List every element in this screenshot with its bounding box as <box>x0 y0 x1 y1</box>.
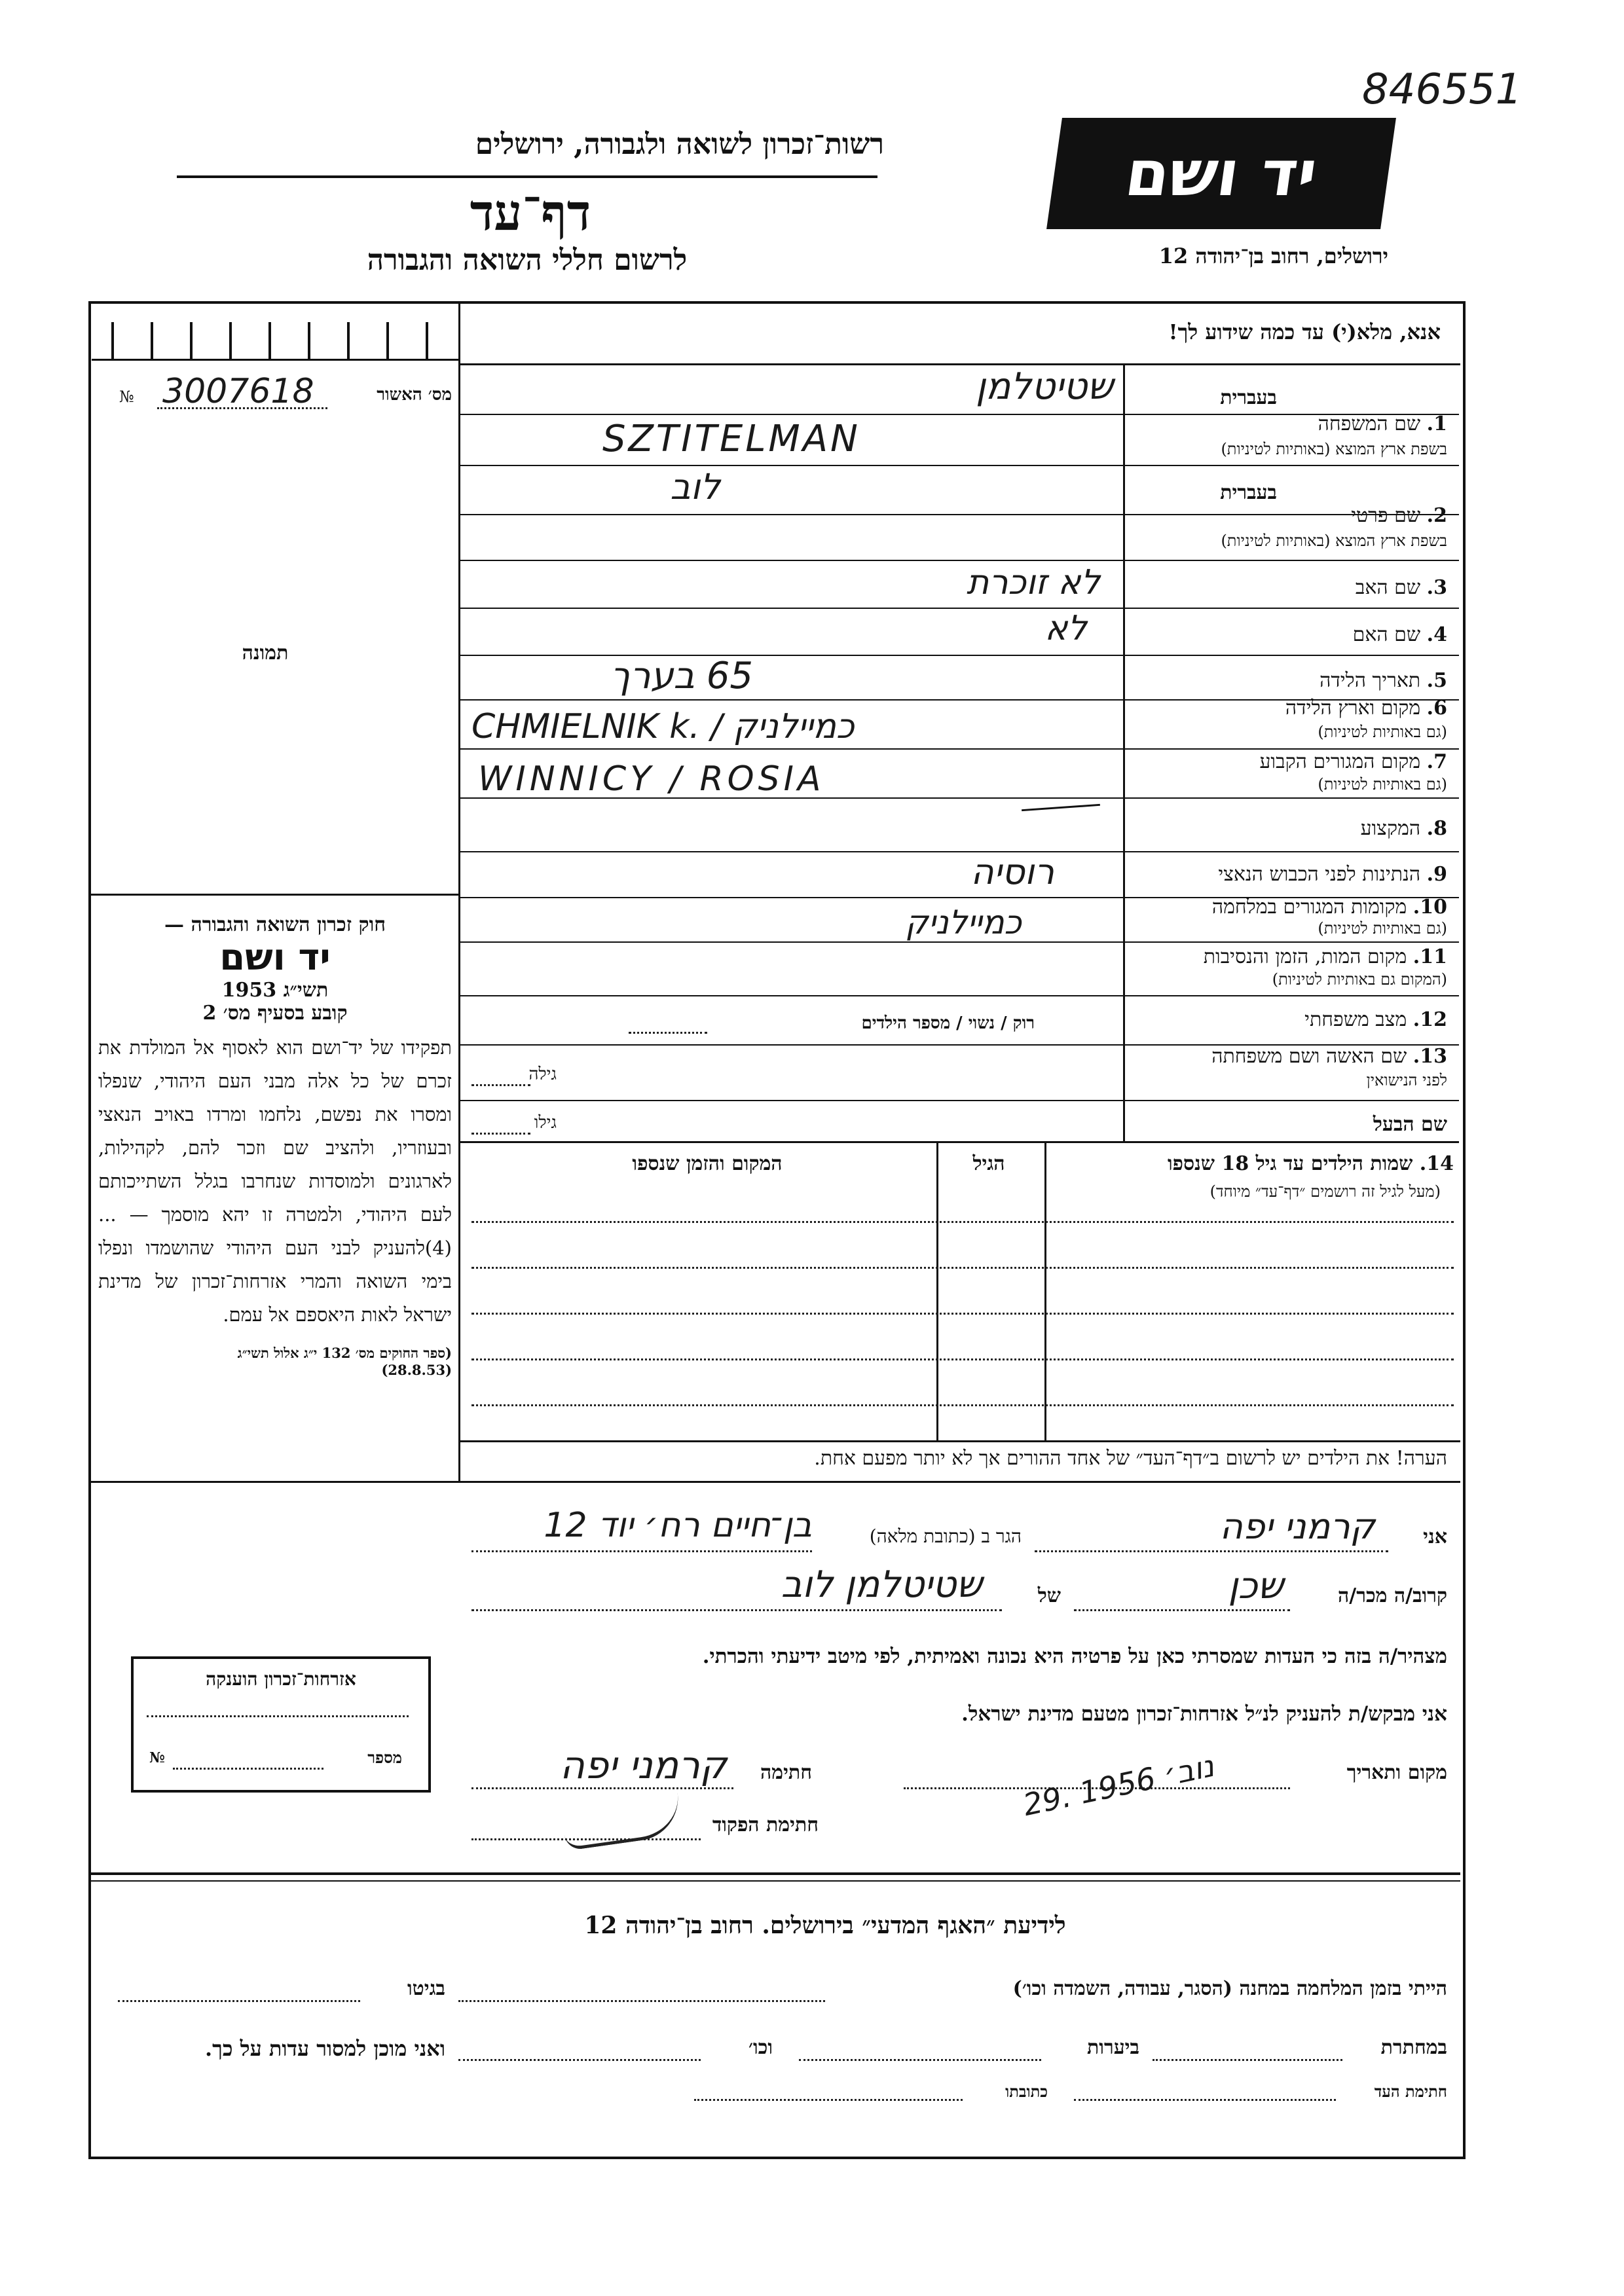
husband-label: שם הבעל <box>1373 1113 1447 1136</box>
citizenship-no-sign: № <box>149 1749 165 1766</box>
footer-etc-dots <box>458 2059 701 2061</box>
field-label: המקצוע <box>1360 817 1421 840</box>
wife-age-line <box>471 1084 530 1086</box>
note-divider <box>458 1481 1460 1483</box>
field-6-value: CHMIELNIK k. / כמיילניק <box>471 707 855 746</box>
decl-resides-label: הגר ב (כתובת מלאה) <box>869 1525 1022 1547</box>
field-label: שם פרטי <box>1351 504 1421 527</box>
field-13-sub: לפני הנישואין <box>1366 1071 1447 1089</box>
children-bottom-line <box>458 1440 1460 1442</box>
intro-text: אנא, מלא(י) עד כמה שידוע לך! <box>1168 319 1441 344</box>
field-1-value-latin: SZTITELMAN <box>602 418 860 460</box>
field-number: 6. <box>1426 697 1447 720</box>
field-10-sub: (גם באותיות לטיניות) <box>1318 919 1447 938</box>
field-8-label <box>1218 817 1447 840</box>
children-row-line <box>471 1358 1454 1360</box>
approval-label: מס׳ האשור <box>377 385 452 405</box>
field-7-label <box>1218 750 1447 773</box>
field-1-label <box>1218 412 1447 435</box>
field-7-sub: (גם באותיות לטיניות) <box>1318 775 1447 793</box>
field-12-label <box>1218 1008 1447 1031</box>
decl-signature-line <box>471 1787 733 1789</box>
children-place-header: המקום והזמן שנספו <box>632 1152 783 1175</box>
field-6-sub: (גם באותיות לטיניות) <box>1318 723 1447 741</box>
field-5-value: 65 בערך <box>610 655 753 697</box>
field-number: 3. <box>1426 576 1447 599</box>
decl-of-label: של <box>1037 1584 1061 1607</box>
field-2-value-heb: לוב <box>670 466 720 507</box>
field-number: 2. <box>1426 504 1447 527</box>
field-number: 12. <box>1412 1008 1447 1031</box>
decl-i-label: אני <box>1423 1525 1447 1548</box>
citizenship-line <box>147 1715 409 1717</box>
citizenship-number-line <box>173 1768 323 1770</box>
field-7-value: WINNICY / ROSIA <box>478 759 825 799</box>
field-label: שם האשה ושם משפחתה <box>1211 1045 1407 1068</box>
archive-number: 846551 <box>1362 65 1522 114</box>
logo-text: יד ושם <box>1120 137 1322 210</box>
field-2-label <box>1218 504 1447 527</box>
field-number: 1. <box>1426 412 1447 435</box>
field-9-label <box>1153 863 1447 886</box>
field-label: שם האב <box>1355 576 1421 599</box>
tick-mark <box>426 322 428 360</box>
children-age-header: הגיל <box>972 1152 1005 1175</box>
tick-mark <box>308 322 310 360</box>
field-label: מקום המגורים הקבוע <box>1259 750 1421 773</box>
field-1-value-heb: שטיטלמן <box>976 365 1113 408</box>
footer-witness-dots <box>1074 2099 1336 2101</box>
children-row-line <box>471 1313 1454 1315</box>
children-label: 14. שמות הילדים עד גיל 18 שנספו <box>1167 1152 1454 1175</box>
field-9-value: רוסיה <box>970 851 1054 892</box>
field-label: הנתינות לפני הכבוש הנאצי <box>1218 863 1421 886</box>
field-number: 7. <box>1426 750 1447 773</box>
heb-tag: בעברית <box>1220 481 1277 504</box>
decl-address-value: בן־חיים רח׳ יוד 12 <box>544 1506 812 1545</box>
tick-mark <box>111 322 114 360</box>
header-address: ירושלים, רחוב בן־יהודה 12 <box>1158 244 1388 268</box>
field-10-label <box>1153 896 1447 919</box>
decl-of-value: שטיטלמן לוב <box>781 1563 982 1606</box>
children-sub: (מעל לגיל זה רושמים ״דף־עד״ מיוחד) <box>1209 1182 1441 1201</box>
footer-title: לידיעת ״האגף המדעי״ בירושלים. רחוב בן־יהודה 12 <box>584 1912 1066 1939</box>
children-row-line <box>471 1404 1454 1406</box>
field-number: 8. <box>1426 817 1447 840</box>
field-label: מקום המות, הזמן והנסיבות <box>1203 945 1407 968</box>
decl-stamp-date: 29. נוב׳ 1956 <box>1020 1747 1217 1823</box>
field-11-sub: (המקום גם באותיות לטיניות) <box>1272 970 1447 989</box>
field-number: 4. <box>1426 623 1447 646</box>
field-label: תאריך הלידה <box>1320 669 1421 692</box>
footer-etc-label: וכו׳ <box>748 2036 773 2059</box>
decl-i-value: קרמני יפה <box>1219 1506 1375 1547</box>
decl-place-date-label: מקום ותאריך <box>1346 1761 1447 1784</box>
tick-mark <box>386 322 389 360</box>
field-number: 9. <box>1426 863 1447 886</box>
law-clause: קובע בסעיף מס׳ 2 <box>202 1002 348 1025</box>
approval-value: 3007618 <box>162 372 314 411</box>
footer-ghetto-label: בגיטו <box>407 1977 445 2000</box>
field-11-label <box>1139 945 1447 968</box>
approval-no-sign: № <box>119 388 134 406</box>
wife-age-label: גילה <box>528 1065 557 1084</box>
decl-i-line <box>1035 1550 1388 1552</box>
law-source: (ספר החוקים מס׳ 132 י״ג אלול תשי״ג (28.8.53) <box>237 1345 452 1378</box>
tick-mark <box>151 322 153 360</box>
footer-address-label: כתובתו <box>1005 2082 1048 2101</box>
label-column-divider <box>1123 365 1125 1141</box>
marital-options: רוק / נשוי / מספר הילדים <box>861 1013 1035 1033</box>
row-line <box>460 1100 1459 1101</box>
decl-officer-label: חתימת הפקוד <box>712 1813 819 1836</box>
field-1-sub: בשפת ארץ המוצא (באותיות לטיניות) <box>1221 440 1447 458</box>
citizenship-title: אזרחות־זכרון הוענקה <box>206 1668 356 1690</box>
form-title: דף־עד <box>470 183 591 242</box>
field-6-label <box>1218 697 1447 720</box>
footer-divider <box>90 1872 1460 1875</box>
decl-request: אני מבקש/ת להעניק לנ״ל אזרחות־זכרון מטעם מדינת ישראל. <box>961 1702 1447 1726</box>
tick-baseline <box>92 359 458 361</box>
footer-ghetto-dots <box>118 2000 360 2002</box>
tick-mark <box>347 322 350 360</box>
field-10-value: כמיילניק <box>905 903 1022 941</box>
heb-tag: בעברית <box>1220 386 1277 409</box>
children-col-divider <box>1044 1142 1046 1440</box>
row-line <box>460 748 1459 750</box>
field-2-sub: בשפת ארץ המוצא (באותיות לטיניות) <box>1221 532 1447 550</box>
field-number: 10. <box>1412 896 1447 919</box>
yad-vashem-logo <box>1046 118 1396 229</box>
citizenship-box <box>131 1656 431 1793</box>
decl-signature-label: חתימה <box>760 1761 812 1784</box>
footer-camp-line: הייתי בזמן המלחמה במחנה (הסגר, עבודה, השמדה וכו׳) <box>1012 1977 1447 2000</box>
note-text: הערה! את הילדים יש לרשום ב״דף־העד״ של אחד ההורים אך לא יותר מפעם אחת. <box>814 1447 1447 1470</box>
children-row-line <box>471 1221 1454 1223</box>
children-count-line <box>629 1032 707 1034</box>
authority-underline <box>177 175 877 178</box>
husband-age-label: גילו <box>534 1113 557 1133</box>
row-line <box>460 995 1459 996</box>
footer-underground-label: במחתרת <box>1380 2036 1447 2059</box>
field-label: מקומות המגורים במלחמה <box>1211 896 1407 919</box>
footer-address-dots <box>694 2099 963 2101</box>
decl-address-line <box>471 1550 812 1552</box>
decl-relation-line <box>1074 1609 1290 1611</box>
row-line <box>460 941 1459 943</box>
tick-mark <box>190 322 193 360</box>
children-row-line <box>471 1267 1454 1269</box>
field-number: 11. <box>1412 945 1447 968</box>
field-label: שם האם <box>1352 623 1421 646</box>
field-number: 13. <box>1412 1045 1447 1068</box>
photo-label: תמונה <box>242 642 289 665</box>
footer-divider-2 <box>90 1880 1460 1882</box>
field-label: מקום וארץ הלידה <box>1285 697 1421 720</box>
row-line <box>460 1141 1459 1143</box>
decl-signature-value: קרמני יפה <box>560 1743 727 1787</box>
law-box <box>98 913 452 1378</box>
tick-mark <box>229 322 232 360</box>
left-column-divider <box>458 302 460 1481</box>
law-text: תפקידו של יד־ושם הוא לאסוף אל המולדת את זכרם של כל אלה מבני העם היהודי, שנפלו ומסרו את נפשם, נלחמו ומרדו באויב הנאצי ובעוזריו, ולהציב שם וזכר להם, לקהילות, לארגונים ולמוסדות שנחרבו בגלל השתייכותם לעם היהודי, ולמטרה זו יהא מוסמך — ...(4)להעניק לבני העם היהודי שהושמדו ונפלו בימי השואה והמרי אזרחות־זכרון של מדינת ישראל לאות היאספם אל עמם. <box>98 1036 452 1326</box>
field-4-label <box>1218 623 1447 646</box>
husband-age-line <box>471 1133 530 1135</box>
footer-camp-dots <box>458 2000 825 2002</box>
children-col-divider <box>936 1142 938 1440</box>
decl-statement: מצהיר/ה בזה כי העדות שמסרתי כאן על פרטיה היא נכונה ואמיתית, לפי מיטב ידיעתי והכרתי. <box>702 1645 1447 1668</box>
form-subtitle: לרשום חללי השואה והגבורה <box>367 244 688 277</box>
field-13-label <box>1153 1045 1447 1068</box>
footer-witness-sig: חתימת העד <box>1374 2082 1447 2101</box>
field-label: שם המשפחה <box>1318 412 1421 435</box>
decl-relation-value: שכן <box>1228 1565 1283 1607</box>
citizenship-number-label: מספר <box>367 1748 402 1767</box>
footer-underground-dots <box>1153 2059 1342 2061</box>
law-box-bottom <box>90 1481 461 1483</box>
law-title: חוק זכרון השואה והגבורה — <box>164 913 386 936</box>
tick-mark <box>268 322 271 360</box>
field-5-label <box>1218 669 1447 692</box>
field-label: מצב משפחתי <box>1304 1008 1407 1031</box>
law-year: תשי״ג 1953 <box>221 979 329 1002</box>
field-4-value: לא <box>1044 609 1087 648</box>
decl-relative-label: קרוב/ה מכר/ה <box>1338 1584 1447 1607</box>
law-name: יד ושם <box>219 936 331 979</box>
footer-forests-label: ביערות <box>1086 2036 1139 2059</box>
approval-dotted-line <box>157 407 327 409</box>
footer-ready: ואני מוכן למסור עדות על כך. <box>204 2036 445 2061</box>
photo-area-divider <box>90 894 460 896</box>
decl-of-line <box>471 1609 1002 1611</box>
field-3-value: לא זוכרת <box>966 563 1100 602</box>
row-line <box>460 560 1459 561</box>
footer-forests-dots <box>799 2059 1041 2061</box>
field-number: 5. <box>1426 669 1447 692</box>
field-3-label <box>1218 576 1447 599</box>
authority-name: רשות־זכרון לשואה ולגבורה, ירושלים <box>475 128 884 161</box>
